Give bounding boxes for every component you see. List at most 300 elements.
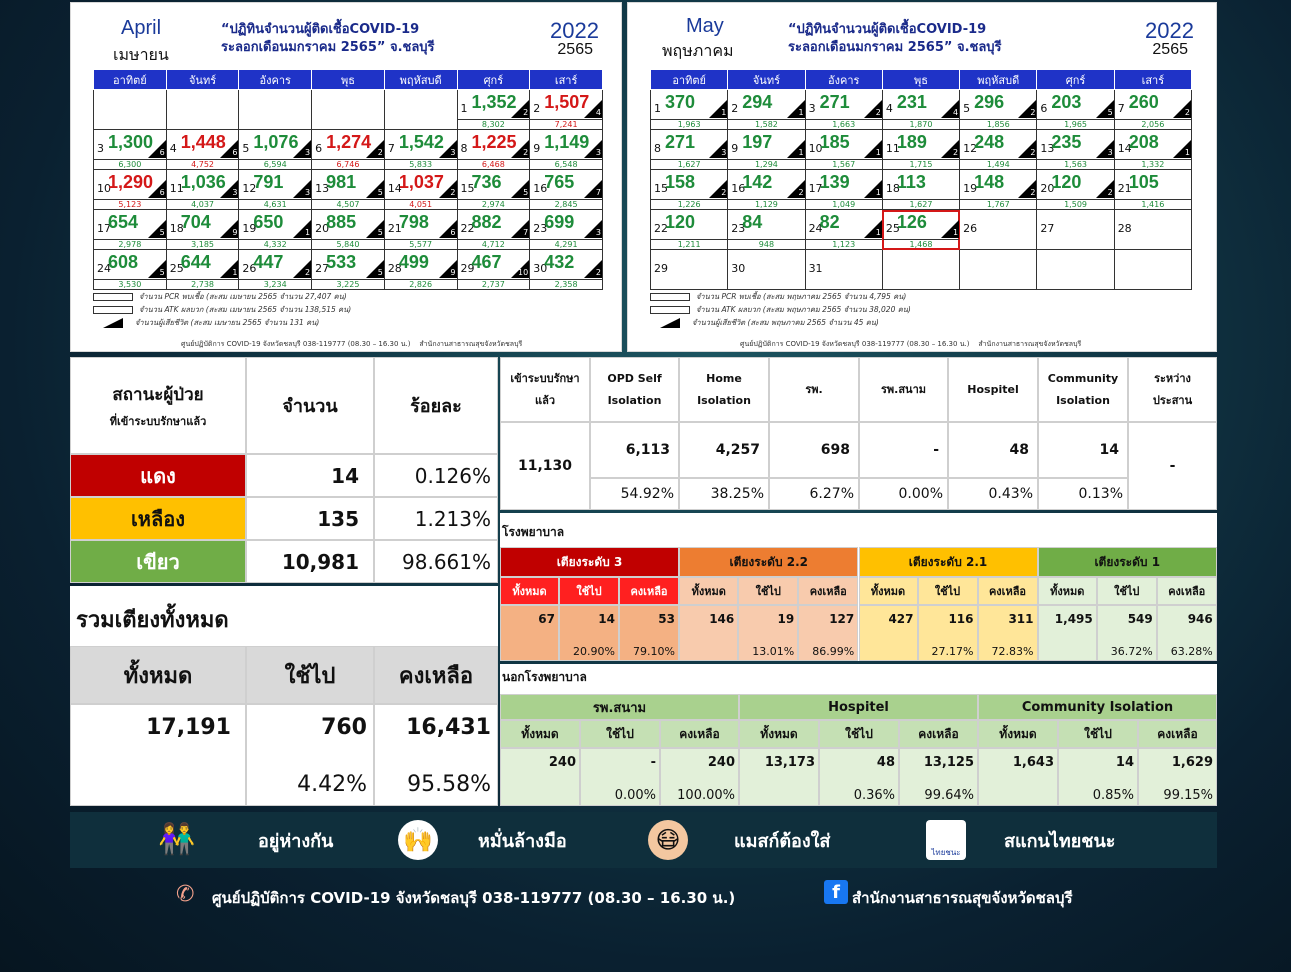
level-left: [619, 605, 679, 661]
pcr-count: 765: [544, 172, 575, 192]
day-number: 16: [731, 182, 746, 195]
day-cell: [239, 130, 312, 170]
status-count: 14: [246, 454, 374, 497]
pcr-count: 148: [974, 172, 1005, 192]
pcr-count: 231: [896, 92, 927, 112]
day-number: 12: [963, 142, 978, 155]
deaths-marker: [1096, 140, 1114, 158]
outside-percent: 0.00%: [614, 788, 656, 803]
deaths-count: 5: [377, 188, 383, 197]
social-distance-icon: 👫: [158, 822, 196, 857]
day-cell: [530, 90, 603, 130]
day-number: 25: [885, 222, 900, 235]
outside-group-header: Community Isolation: [978, 694, 1217, 720]
deaths-count: 5: [377, 228, 383, 237]
day-cell: [166, 130, 239, 170]
deaths-count: 5: [377, 268, 383, 277]
day-cell: [530, 210, 603, 250]
atk-count: 1,767: [960, 199, 1036, 209]
day-cell: [457, 250, 530, 290]
atk-count: 5,577: [385, 239, 457, 249]
deaths-count: 3: [450, 148, 456, 157]
day-cell: [384, 250, 457, 290]
day-number: 31: [808, 262, 823, 275]
day-number: 20: [1040, 182, 1055, 195]
legend-text: จำนวน PCR พบเชื้อ (สะสม เมษายน 2565 จำนวน 27,407 คน): [139, 292, 347, 301]
pcr-count: 271: [819, 92, 850, 112]
pcr-count: 432: [544, 252, 575, 272]
deaths-count: 2: [875, 108, 881, 117]
deaths-count: 1: [798, 148, 804, 157]
campaign-mask: แมสก์ต้องใส่: [734, 831, 831, 852]
outside-value: 240: [707, 755, 735, 770]
deaths-count: 2: [523, 108, 529, 117]
level-value: 427: [888, 612, 914, 626]
pcr-count: 235: [1051, 132, 1082, 152]
day-number: 5: [963, 102, 971, 115]
weekday-header: พฤหัสบดี: [960, 70, 1037, 90]
level-subheader: ทั้งหมด: [1038, 577, 1097, 605]
day-cell: [1037, 250, 1114, 290]
deaths-count: 2: [1030, 188, 1036, 197]
outside-title: นอกโรงพยาบาล: [502, 670, 587, 684]
deaths-count: 2: [377, 148, 383, 157]
atk-count: 6,548: [530, 159, 602, 169]
weekday-header: อังคาร: [805, 70, 882, 90]
deaths-marker: [709, 140, 727, 158]
pcr-count: 1,542: [398, 132, 444, 152]
day-cell: [1037, 90, 1114, 130]
outside-total: [978, 748, 1058, 806]
deaths-count: 1: [953, 228, 959, 237]
level-subheader: ทั้งหมด: [500, 577, 559, 605]
atk-count: 1,332: [1115, 159, 1191, 169]
day-number: 15: [460, 182, 475, 195]
deaths-count: 1: [1184, 148, 1190, 157]
atk-count: 1,963: [651, 119, 727, 129]
april-legend: [93, 291, 351, 330]
day-cell: [960, 250, 1037, 290]
atk-count: 6,300: [94, 159, 166, 169]
calendar-title: “ปฏิทินจำนวนผู้ติดเชื้อCOVID-19 ระลอกเดือนมกราคม 2565” จ.ชลบุรี: [788, 22, 1002, 55]
facebook-icon[interactable]: f: [824, 880, 848, 904]
status-header: สถานะผู้ป่วย ที่เข้าระบบรักษาแล้ว: [70, 357, 246, 454]
deaths-count: 2: [1184, 108, 1190, 117]
pcr-count: 1,290: [108, 172, 154, 192]
level-subheader: คงเหลือ: [619, 577, 679, 605]
atk-count: 2,738: [167, 279, 239, 289]
april-grid: [93, 69, 603, 290]
level-subheader: คงเหลือ: [798, 577, 858, 605]
level-value: 311: [1008, 612, 1034, 626]
status-label-2: เขียว: [70, 540, 246, 583]
weekday-header: ศุกร์: [1037, 70, 1114, 90]
deaths-marker: [709, 100, 727, 118]
beds-total-panel: [70, 586, 498, 806]
day-cell: [960, 90, 1037, 130]
year-th: 2565: [557, 41, 593, 58]
atk-count: 1,856: [960, 119, 1036, 129]
day-number: 11: [169, 182, 184, 195]
weekday-header: พฤหัสบดี: [384, 70, 457, 90]
legend-text: จำนวนผู้เสียชีวิต (สะสม เมษายน 2565 จำนวน 131 คน): [135, 318, 320, 327]
pcr-count: 260: [1128, 92, 1159, 112]
campaign-scan: สแกนไทยชนะ: [1004, 831, 1116, 852]
day-number: 4: [169, 142, 177, 155]
legend-swatch: [93, 293, 133, 301]
deaths-marker: [864, 140, 882, 158]
day-number: 14: [1117, 142, 1132, 155]
atk-count: 2,978: [94, 239, 166, 249]
deaths-count: 3: [1107, 148, 1113, 157]
level-value: 67: [538, 612, 555, 626]
outside-value: 1,629: [1171, 755, 1213, 770]
level-value: 146: [709, 612, 735, 626]
pcr-count: 189: [896, 132, 927, 152]
day-cell: [651, 250, 728, 290]
pcr-count: 654: [108, 212, 139, 232]
atk-count: 1,870: [883, 119, 959, 129]
day-cell: [530, 250, 603, 290]
day-cell: [457, 210, 530, 250]
pcr-count: 499: [398, 252, 429, 272]
outside-total: [500, 748, 580, 806]
deaths-count: 4: [953, 108, 959, 117]
atk-count: 1,567: [806, 159, 882, 169]
pcr-count: 84: [742, 212, 763, 232]
legend-item: [650, 291, 911, 304]
day-number: 8: [460, 142, 468, 155]
pcr-count: 142: [742, 172, 773, 192]
deaths-count: 5: [1107, 108, 1113, 117]
atk-count: 4,712: [458, 239, 530, 249]
april-footer: ศูนย์ปฏิบัติการ COVID-19 จังหวัดชลบุรี 038-119777 (08.30 – 16.30 น.) สำนักงานสาธารณสุขจังหวัดชลบุรี: [181, 340, 523, 348]
day-cell: [960, 170, 1037, 210]
atk-count: 948: [728, 239, 804, 249]
percent-header: ร้อยละ: [374, 357, 498, 454]
deaths-count: 2: [953, 148, 959, 157]
day-number: 10: [97, 182, 111, 195]
day-cell: [805, 130, 882, 170]
beds-used-header: ใช้ไป: [246, 646, 374, 704]
deaths-marker: [787, 180, 805, 198]
day-number: 26: [242, 262, 257, 275]
level-value: 1,495: [1054, 612, 1093, 626]
weekday-header: เสาร์: [530, 70, 603, 90]
pcr-count: 294: [742, 92, 773, 112]
day-number: 30: [533, 262, 548, 275]
pcr-count: 644: [180, 252, 211, 272]
day-cell: [728, 210, 805, 250]
day-cell: [239, 210, 312, 250]
deaths-marker: [511, 220, 529, 238]
pcr-count: 981: [326, 172, 357, 192]
outside-value: -: [650, 755, 656, 770]
level-value: 116: [948, 612, 974, 626]
day-number: 26: [963, 222, 978, 235]
outside-subheader: ทั้งหมด: [739, 720, 819, 748]
day-number: 28: [1117, 222, 1132, 235]
day-cell: [651, 130, 728, 170]
outside-hospital-panel: [500, 664, 1217, 806]
deaths-count: 2: [721, 188, 727, 197]
legend-item: [650, 317, 911, 330]
deaths-count: 2: [1107, 188, 1113, 197]
day-number: 28: [387, 262, 402, 275]
treat-percent: 54.92%: [590, 478, 679, 510]
hospital-panel: [500, 513, 1217, 661]
legend-triangle: [103, 318, 123, 328]
level-used: [1097, 605, 1157, 661]
outside-value: 1,643: [1012, 755, 1054, 770]
day-number: 23: [731, 222, 746, 235]
day-number: 16: [533, 182, 548, 195]
treat-value: -: [1128, 422, 1217, 510]
level-subheader: คงเหลือ: [978, 577, 1038, 605]
treat-percent: 0.13%: [1038, 478, 1128, 510]
treat-value: 4,257: [679, 422, 769, 478]
treat-value: -: [859, 422, 948, 478]
deaths-marker: [864, 180, 882, 198]
deaths-marker: [439, 180, 457, 198]
year-en: 2022: [550, 18, 599, 43]
atk-count: 1,965: [1037, 119, 1113, 129]
atk-count: 3,225: [312, 279, 384, 289]
deaths-marker: [1096, 180, 1114, 198]
outside-subheader: ใช้ไป: [1058, 720, 1138, 748]
level-value: 946: [1187, 612, 1213, 626]
deaths-count: 6: [232, 148, 238, 157]
atk-count: 1,582: [728, 119, 804, 129]
level-subheader: คงเหลือ: [1157, 577, 1217, 605]
level-value: 549: [1127, 612, 1153, 626]
level-percent: 72.83%: [991, 645, 1034, 658]
legend-swatch: [650, 306, 690, 314]
deaths-count: 9: [232, 228, 238, 237]
atk-count: 5,833: [385, 159, 457, 169]
atk-count: 1,627: [651, 159, 727, 169]
day-number: 19: [242, 222, 257, 235]
deaths-count: 1: [798, 108, 804, 117]
deaths-marker: [511, 180, 529, 198]
may-footer: ศูนย์ปฏิบัติการ COVID-19 จังหวัดชลบุรี 038-119777 (08.30 – 16.30 น.) สำนักงานสาธารณสุขจังหวัดชลบุรี: [740, 340, 1082, 348]
pcr-count: 248: [974, 132, 1005, 152]
day-number: 2: [731, 102, 739, 115]
day-cell: [166, 90, 239, 130]
day-cell: [1114, 170, 1191, 210]
outside-value: 13,125: [923, 755, 974, 770]
pcr-count: 1,274: [326, 132, 372, 152]
outside-percent: 99.64%: [924, 788, 974, 803]
mask-icon: 😷: [648, 820, 688, 860]
treat-percent: 38.25%: [679, 478, 769, 510]
atk-count: 5,840: [312, 239, 384, 249]
pcr-count: 370: [665, 92, 696, 112]
pcr-count: 447: [253, 252, 284, 272]
deaths-marker: [584, 220, 602, 238]
day-cell: [239, 170, 312, 210]
atk-count: 2,974: [458, 199, 530, 209]
status-percent: 0.126%: [374, 454, 498, 497]
treat-value: 14: [1038, 422, 1128, 478]
pcr-count: 208: [1128, 132, 1159, 152]
day-cell: [728, 130, 805, 170]
deaths-marker: [511, 140, 529, 158]
treat-header: Home Isolation: [679, 357, 769, 422]
beds-title: รวมเตียงทั้งหมด: [76, 608, 229, 633]
level-total: [1038, 605, 1097, 661]
deaths-marker: [293, 220, 311, 238]
legend-swatch: [650, 293, 690, 301]
day-cell: [1114, 90, 1191, 130]
level-subheader: ใช้ไป: [738, 577, 798, 605]
day-cell: [384, 90, 457, 130]
month-thai: เมษายน: [113, 45, 169, 64]
day-number: 29: [654, 262, 668, 275]
day-cell: [882, 250, 959, 290]
day-cell: [94, 210, 167, 250]
treat-header: ระหว่างประสาน: [1128, 357, 1217, 422]
atk-count: 2,845: [530, 199, 602, 209]
day-cell: [94, 250, 167, 290]
deaths-marker: [220, 260, 238, 278]
day-cell: [166, 210, 239, 250]
day-cell: [1037, 130, 1114, 170]
day-number: 24: [808, 222, 823, 235]
atk-count: 8,302: [458, 119, 530, 129]
day-cell: [239, 250, 312, 290]
deaths-count: 3: [232, 188, 238, 197]
deaths-count: 5: [523, 188, 529, 197]
level-header: เตียงระดับ 3: [500, 547, 679, 577]
deaths-marker: [787, 100, 805, 118]
level-header: เตียงระดับ 1: [1038, 547, 1217, 577]
atk-count: 4,507: [312, 199, 384, 209]
legend-text: จำนวน ATK ผลบวก (สะสม พฤษภาคม 2565 จำนวน 38,020 คน): [696, 305, 911, 314]
weekday-header: พุธ: [312, 70, 385, 90]
deaths-count: 6: [450, 228, 456, 237]
atk-count: 4,332: [239, 239, 311, 249]
deaths-marker: [1173, 100, 1191, 118]
deaths-count: 3: [305, 188, 311, 197]
pcr-count: 1,300: [108, 132, 154, 152]
day-cell: [457, 90, 530, 130]
day-number: 5: [242, 142, 250, 155]
day-cell: [1037, 210, 1114, 250]
day-cell: [960, 210, 1037, 250]
deaths-count: 2: [523, 148, 529, 157]
pcr-count: 699: [544, 212, 575, 232]
atk-count: 1,627: [883, 199, 959, 209]
outside-group-header: Hospitel: [739, 694, 978, 720]
deaths-count: 4: [595, 108, 601, 117]
deaths-marker: [709, 180, 727, 198]
pcr-count: 1,448: [180, 132, 226, 152]
day-cell: [805, 210, 882, 250]
pcr-count: 467: [471, 252, 502, 272]
deaths-marker: [366, 220, 384, 238]
level-subheader: ใช้ไป: [1097, 577, 1157, 605]
weekday-header: ศุกร์: [457, 70, 530, 90]
pcr-count: 120: [665, 212, 696, 232]
status-count: 10,981: [246, 540, 374, 583]
deaths-marker: [148, 260, 166, 278]
outside-left: [660, 748, 739, 806]
patient-status-panel: [70, 357, 498, 582]
level-used: [559, 605, 619, 661]
level-used: [738, 605, 798, 661]
pcr-count: 1,352: [471, 92, 517, 112]
legend-item: [93, 304, 351, 317]
day-number: 4: [885, 102, 893, 115]
day-number: 22: [460, 222, 475, 235]
deaths-marker: [584, 100, 602, 118]
treat-value: 698: [769, 422, 859, 478]
beds-total-value: 17,191: [70, 704, 246, 806]
deaths-count: 2: [1030, 108, 1036, 117]
atk-count: 4,752: [167, 159, 239, 169]
hospital-title: โรงพยาบาล: [502, 525, 565, 539]
campaign-handwash: หมั่นล้างมือ: [478, 831, 567, 852]
atk-count: 1,663: [806, 119, 882, 129]
outside-subheader: ใช้ไป: [819, 720, 899, 748]
day-cell: [166, 170, 239, 210]
day-number: 6: [1040, 102, 1048, 115]
day-number: 12: [242, 182, 257, 195]
level-value: 19: [777, 612, 795, 626]
outside-value: 14: [1115, 755, 1134, 770]
pcr-count: 203: [1051, 92, 1082, 112]
status-label-0: แดง: [70, 454, 246, 497]
level-subheader: ใช้ไป: [918, 577, 978, 605]
pcr-count: 1,037: [398, 172, 444, 192]
pcr-count: 1,036: [180, 172, 226, 192]
deaths-marker: [366, 260, 384, 278]
outside-subheader: ใช้ไป: [580, 720, 660, 748]
deaths-count: 1: [875, 228, 881, 237]
year-en: 2022: [1145, 18, 1194, 43]
level-header: เตียงระดับ 2.2: [679, 547, 858, 577]
day-number: 25: [169, 262, 184, 275]
treat-header: รพ.: [769, 357, 859, 422]
level-left: [798, 605, 858, 661]
deaths-count: 1: [875, 148, 881, 157]
level-total: [679, 605, 738, 661]
deaths-marker: [584, 140, 602, 158]
deaths-marker: [220, 220, 238, 238]
pcr-count: 105: [1128, 172, 1159, 192]
day-number: 9: [731, 142, 739, 155]
atk-count: 1,123: [806, 239, 882, 249]
atk-count: 2,737: [458, 279, 530, 289]
day-cell: [239, 90, 312, 130]
pcr-count: 158: [665, 172, 696, 192]
level-subheader: ทั้งหมด: [679, 577, 738, 605]
day-number: 3: [808, 102, 816, 115]
pcr-count: 736: [471, 172, 502, 192]
pcr-count: 791: [253, 172, 284, 192]
day-cell: [530, 170, 603, 210]
day-number: 11: [885, 142, 900, 155]
day-number: 1: [654, 102, 661, 115]
outside-used: [819, 748, 899, 806]
atk-count: 3,530: [94, 279, 166, 289]
deaths-marker: [293, 260, 311, 278]
deaths-marker: [293, 180, 311, 198]
treat-header: Community Isolation: [1038, 357, 1128, 422]
weekday-header: อาทิตย์: [651, 70, 728, 90]
atk-count: 6,746: [312, 159, 384, 169]
